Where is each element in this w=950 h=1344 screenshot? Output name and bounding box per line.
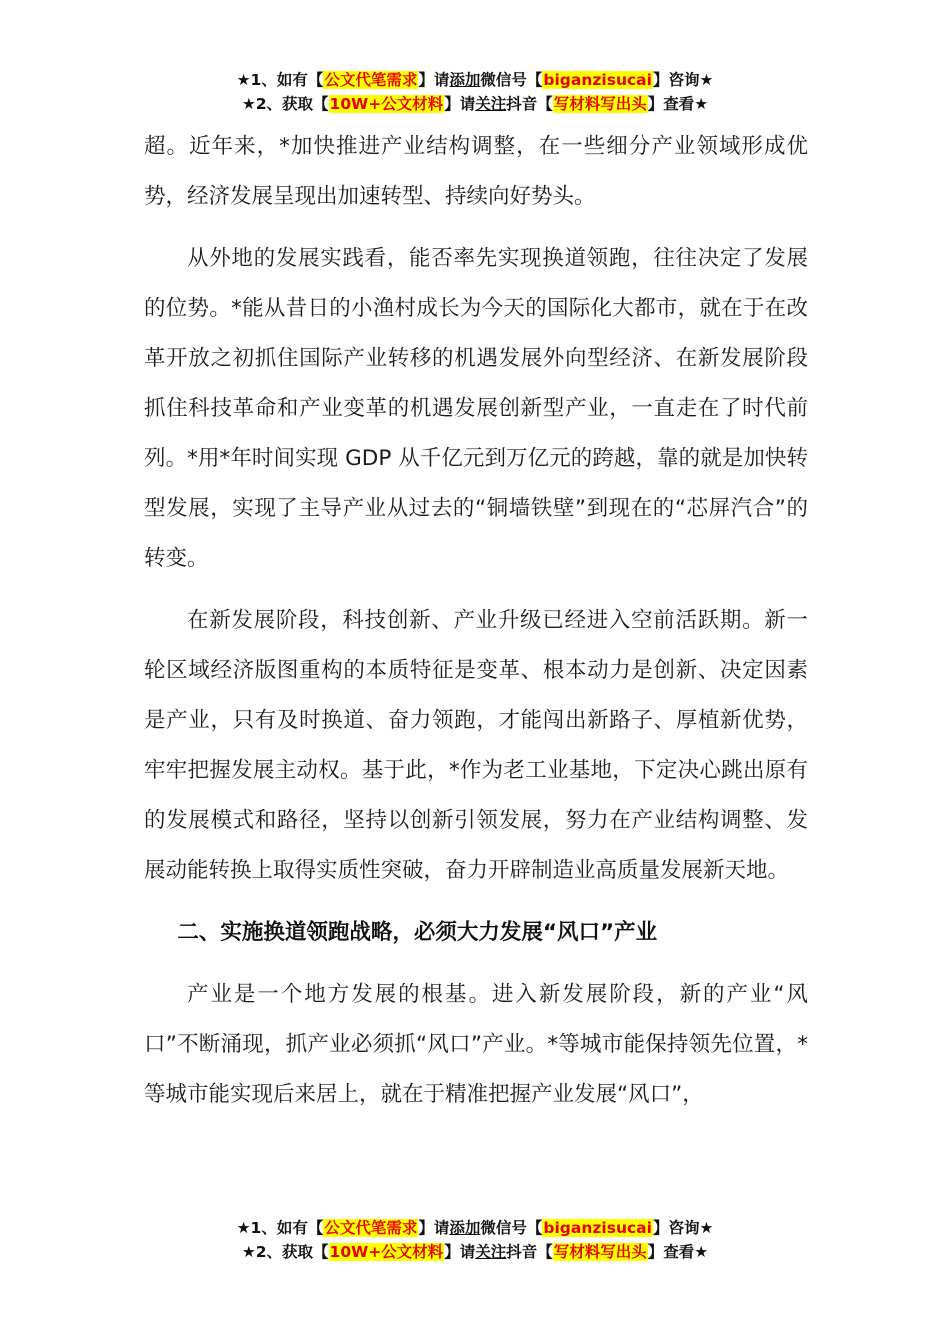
banner-text: ★2、获取【 <box>241 95 329 113</box>
paragraph-industry: 产业是一个地方发展的根基。进入新发展阶段，新的产业“风口”不断涌现，抓产业必须抓“风口”产业。*等城市能保持领先位置，*等城市能实现后来居上，就在于精准把握产业发展“风口”， <box>144 982 808 1107</box>
highlight-wechat-id: biganzisucai <box>543 71 652 89</box>
highlight-materials: 10W+公文材料 <box>329 95 444 113</box>
banner-underlined-text: 关注 <box>475 1243 507 1261</box>
footer-banner <box>0 1216 950 1264</box>
banner-text: 微信号【 <box>480 1219 543 1237</box>
banner-underlined-text: 添加 <box>449 71 481 89</box>
highlight-writing-service: 公文代笔需求 <box>324 1219 418 1237</box>
banner-text: ★1、如有【 <box>236 1219 324 1237</box>
paragraph-new-stage: 在新发展阶段，科技创新、产业升级已经进入空前活跃期。新一轮区域经济版图重构的本质特征是变革、根本动力是创新、决定因素是产业，只有及时换道、奋力领跑，才能闯出新路子、厚植新优势，牢牢把握发展主动权。基于此，*作为老工业基地，下定决心跳出原有的发展模式和路径，坚持以创新引领发展，努力在产业结构调整、发展动能转换上取得实质性突破，奋力开辟制造业高质量发展新天地。 <box>144 608 808 883</box>
banner-text: 】请 <box>444 1243 476 1261</box>
highlight-douyin-account: 写材料写出头 <box>553 1243 647 1261</box>
banner-underlined-text: 添加 <box>449 1219 481 1237</box>
document-body <box>144 122 808 1120</box>
section-heading: 二、实施换道领跑战略，必须大力发展“风口”产业 <box>177 920 658 945</box>
banner-text: ★2、获取【 <box>241 1243 329 1261</box>
highlight-materials: 10W+公文材料 <box>329 1243 444 1261</box>
banner-text: 】请 <box>418 1219 450 1237</box>
highlight-douyin-account: 写材料写出头 <box>553 95 647 113</box>
banner-line-2 <box>0 1240 950 1264</box>
banner-line-1 <box>0 1216 950 1240</box>
banner-text: 】查看★ <box>647 95 709 113</box>
banner-line-1 <box>0 68 950 92</box>
banner-underlined-text: 关注 <box>475 95 507 113</box>
banner-line-2 <box>0 92 950 116</box>
banner-text: 】查看★ <box>647 1243 709 1261</box>
banner-text: 】请 <box>418 71 450 89</box>
highlight-writing-service: 公文代笔需求 <box>324 71 418 89</box>
banner-text: 】咨询★ <box>652 1219 714 1237</box>
paragraph-external-practice: 从外地的发展实践看，能否率先实现换道领跑，往往决定了发展的位势。*能从昔日的小渔村成长为今天的国际化大都市，就在于在改革开放之初抓住国际产业转移的机遇发展外向型经济、在新发展阶段抓住科技革命和产业变革的机遇发展创新型产业，一直走在了时代前列。*用*年时间实现 GDP 从千亿元到万亿元的跨越，靠的就是加快转型发展，实现了主导产业从过去的“铜墙铁壁”到现在的“芯屏汽合”的转变。 <box>144 246 808 571</box>
banner-text: 】请 <box>444 95 476 113</box>
banner-text: 抖音【 <box>506 95 553 113</box>
banner-text: 】咨询★ <box>652 71 714 89</box>
banner-text: 微信号【 <box>480 71 543 89</box>
banner-text: ★1、如有【 <box>236 71 324 89</box>
paragraph-continued: 超。近年来，*加快推进产业结构调整，在一些细分产业领域形成优势，经济发展呈现出加速转型、持续向好势头。 <box>144 134 808 209</box>
highlight-wechat-id: biganzisucai <box>543 1219 652 1237</box>
banner-text: 抖音【 <box>506 1243 553 1261</box>
header-banner <box>0 68 950 116</box>
